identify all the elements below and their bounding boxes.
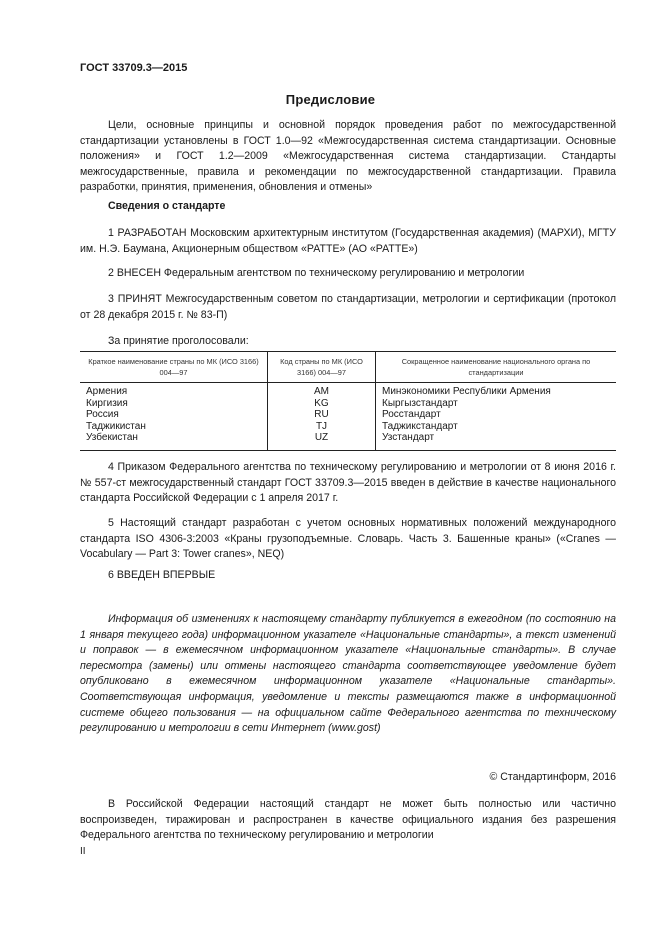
item-1-developed: 1 РАЗРАБОТАН Московским архитектурным институтом (Государственная академия) (МАРХИ), МГТУ им. Н.Э. Баумана, Акционерным обществом «РАТТЕ» (АО «РАТТЕ») [80, 227, 616, 255]
item-2-submitted: 2 ВНЕСЕН Федеральным агентством по техническому регулированию и метрологии [108, 267, 525, 279]
item-6-first-introduced: 6 ВВЕДЕН ВПЕРВЫЕ [108, 569, 216, 581]
table-cell-country: Россия [86, 409, 119, 420]
table-cell-code: TJ [315, 420, 328, 432]
table-cell-code: UZ [314, 432, 329, 443]
table-cell-country: Киргизия [86, 397, 128, 409]
page-title: Предисловие [285, 92, 376, 107]
body-column [376, 383, 617, 451]
table-cell-body: Таджикстандарт [382, 420, 458, 432]
table-header-code: Код страны по МК (ИСО 3166) 004—97 [268, 352, 376, 383]
table-cell-code: RU [314, 409, 329, 420]
approved-label: За принятие проголосовали: [108, 335, 249, 347]
intro-paragraph: Цели, основные принципы и основной порядок проведения работ по межгосударственной стандартизации установлены в ГОСТ 1.0—92 «Межгосударственная система стандартизации. Основные положения» и ГОСТ 1.2—2009 «Межгосударственная система стандартизации. Стандарты межгосударственные, правила и рекомендации по межгосударственной стандартизации. Правила разработки, принятия, применения, обновления и отмены» [80, 119, 616, 194]
page-number: II [80, 846, 86, 857]
table-header-row [80, 352, 616, 383]
table-cell-code: KG [314, 397, 329, 409]
info-heading: Сведения о стандарте [108, 200, 226, 212]
table-body-row [80, 383, 616, 451]
table-cell-body: Узстандарт [382, 432, 435, 443]
reproduction-notice: В Российской Федерации настоящий стандарт не может быть полностью или частично воспроизведен, тиражирован и распространен в качестве официального издания без разрешения Федерального агентства по техническому регулированию и метрологии [80, 798, 616, 842]
code-column [268, 383, 376, 451]
item-4-enacted: 4 Приказом Федерального агентства по техническому регулированию и метрологии от 8 июня 2016 г. № 557-ст межгосударственный стандарт ГОСТ 33709.3—2015 введен в действие в качестве национального стандарта Российской Федерации с 1 апреля 2017 г. [80, 461, 616, 505]
table-cell-country: Узбекистан [86, 432, 138, 443]
table-header-country: Краткое наименование страны по МК (ИСО 3166) 004—97 [80, 352, 268, 383]
item-5-basis: 5 Настоящий стандарт разработан с учетом основных нормативных положений международного стандарта ISO 4306-3:2003 «Краны грузоподъемные. Словарь. Часть 3. Башенные краны» («Cranes — Vocabulary — Part 3: Tower cranes», NEQ) [80, 517, 616, 561]
copyright: © Стандартинформ, 2016 [489, 771, 616, 783]
standard-code-header: ГОСТ 33709.3—2015 [80, 62, 188, 74]
table-cell-country: Армения [86, 386, 128, 397]
table-cell-body: Минэкономики Республики Армения [382, 386, 551, 397]
changes-info-note: Информация об изменениях к настоящему стандарту публикуется в ежегодном (по состоянию на 1 января текущего года) информационном указателе «Национальные стандарты», а текст изменений и поправок — в ежемесячном информационном указателе «Национальные стандарты». В случае пересмотра (замены) или отмены настоящего стандарта соответствующее уведомление будет опубликовано в ежемесячном информационном указателе «Национальные стандарты». Соответствующая информация, уведомление и тексты размещаются также в информационной системе общего пользования — на официальном сайте Федерального агентства по техническому регулированию и метрологии в сети Интернет (www.gost) [80, 613, 616, 735]
table-cell-code: AM [314, 386, 329, 397]
table-header-body: Сокращенное наименование национального органа по стандартизации [376, 352, 617, 383]
item-3-adopted: 3 ПРИНЯТ Межгосударственным советом по стандартизации, метрологии и сертификации (протокол от 28 декабря 2015 г. № 83-П) [80, 293, 616, 321]
voting-table [80, 351, 616, 451]
table-cell-body: Росстандарт [382, 409, 441, 420]
country-column [80, 383, 268, 451]
table-cell-body: Кыргызстандарт [382, 397, 458, 409]
table-cell-country: Таджикистан [86, 420, 146, 432]
